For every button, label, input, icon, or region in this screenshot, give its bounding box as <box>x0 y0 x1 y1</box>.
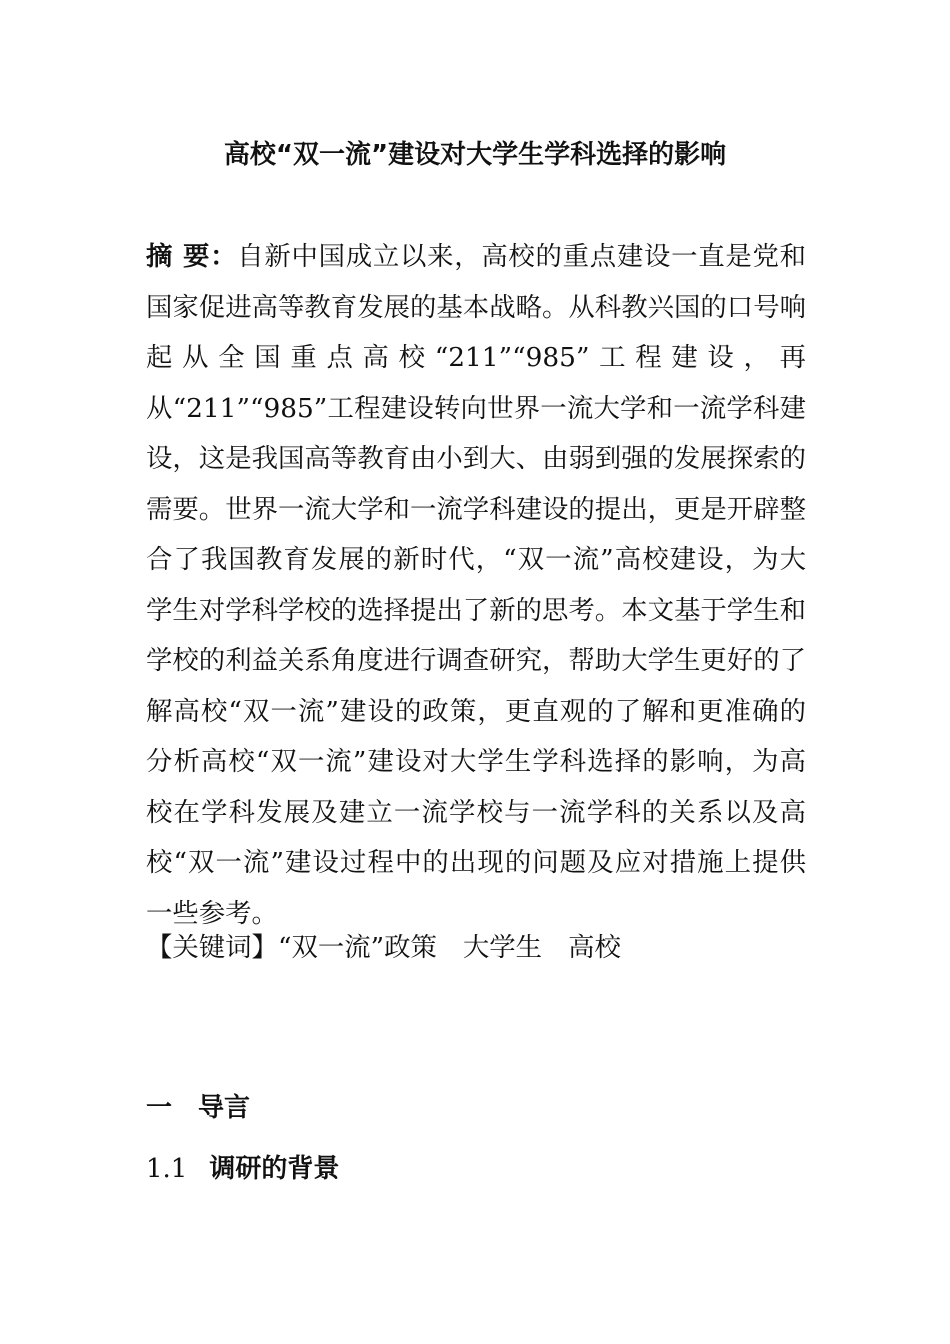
keywords-line <box>146 923 806 973</box>
subsection-heading <box>146 1149 339 1189</box>
section-number: 一 <box>146 1093 173 1123</box>
keyword-item: 高校 <box>568 932 621 963</box>
document-title: 高校“双一流”建设对大学生学科选择的影响 <box>223 140 727 170</box>
abstract-paragraph <box>146 232 806 939</box>
keyword-item: 大学生 <box>462 932 543 963</box>
abstract-text: 自新中国成立以来，高校的重点建设一直是党和国家促进高等教育发展的基本战略。从科教兴国的口号响起从全国重点高校“211”“985”工程建设，再从“211”“985”工程建设转向世界一流大学和一流学科建设，这是我国高等教育由小到大、由弱到强的发展探索的需要。世界一流大学和一流学科建设的提出，更是开辟整合了我国教育发展的新时代，“双一流”高校建设，为大学生对学科学校的选择提出了新的思考。本文基于学生和学校的利益关系角度进行调查研究，帮助大学生更好的了解高校“双一流”建设的政策，更直观的了解和更准确的分析高校“双一流”建设对大学生学科选择的影响，为高校在学科发展及建立一流学校与一流学科的关系以及高校“双一流”建设过程中的出现的问题及应对措施上提供一些参考。 <box>146 241 806 929</box>
keyword-item: “双一流”政策 <box>277 932 437 963</box>
section-title: 导言 <box>198 1093 251 1123</box>
abstract-label: 摘 要： <box>146 241 238 272</box>
keywords-label: 【关键词】 <box>146 932 278 963</box>
section-heading <box>146 1088 250 1128</box>
subsection-title: 调研的背景 <box>209 1154 340 1184</box>
subsection-number: 1.1 <box>146 1154 188 1184</box>
